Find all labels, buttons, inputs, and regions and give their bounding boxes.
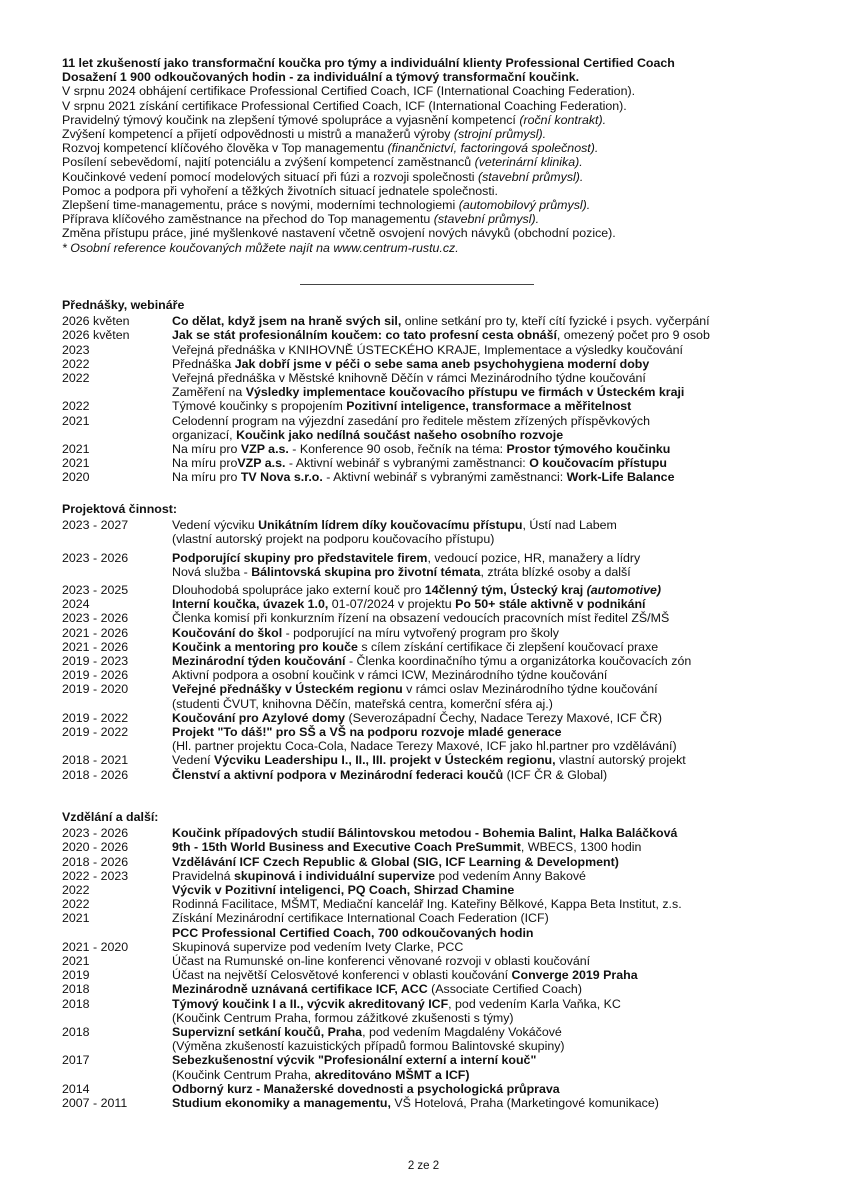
text-run: skupinová i individuální supervize (234, 868, 436, 883)
entry-row (62, 626, 837, 640)
text-run: Přednáška (172, 356, 235, 371)
intro-line (62, 127, 832, 141)
entry-date: 2019 - 2020 (62, 682, 129, 697)
entry-date: 2021 (62, 456, 90, 471)
entry-row (62, 583, 837, 597)
entry-description (172, 897, 837, 911)
entry-date: 2023 - 2026 (62, 611, 129, 626)
text-run: Veřejná přednáška v KNIHOVNĚ ÚSTECKÉHO KRAJE, Implementace a výsledky koučování (172, 342, 683, 357)
entry-date (62, 1039, 172, 1053)
text-run: Dlouhodobá spolupráce jako externí kouč pro (172, 583, 425, 598)
text-run: 01-07/2024 v projektu (328, 597, 456, 612)
entry-row (62, 399, 837, 413)
entry-row (62, 883, 837, 897)
entry-date: 2018 (62, 996, 90, 1011)
text-run: Získání Mezinárodní certifikace International Coach Federation (ICF) (172, 911, 549, 926)
entry-row (62, 456, 837, 470)
text-run: Mezinárodně uznávaná certifikace ICF, ACC (172, 982, 428, 997)
entry-row (62, 711, 837, 725)
text-run: VŠ Hotelová, Praha (Marketingové komunikace) (390, 1096, 659, 1111)
entry-date: 2022 - 2023 (62, 868, 129, 883)
entry-description (172, 518, 837, 532)
entry-description (172, 314, 837, 328)
entry-row (62, 597, 837, 611)
intro-line (62, 56, 832, 70)
entry-description (172, 414, 837, 428)
entry-row (62, 840, 837, 854)
entry-date: 2017 (62, 1053, 90, 1068)
entry-date: 2024 (62, 597, 90, 612)
entry-date: 2023 (62, 342, 90, 357)
text-run: Zaměření na (172, 385, 246, 400)
intro-line (62, 226, 832, 240)
text-run: , vedoucí pozice, HR, manažery a lídry (427, 550, 641, 565)
text-run: Supervizní setkání koučů, Praha (172, 1025, 363, 1040)
intro-summary (62, 56, 832, 255)
text-run: v rámci oslav Mezinárodního týdne koučování (402, 682, 658, 697)
entry-description (172, 954, 837, 968)
intro-line (62, 99, 832, 113)
entry-description (172, 357, 837, 371)
text-run: Aktivní podpora a osobní koučink v rámci ICW, Mezinárodního týdne koučování (172, 668, 608, 683)
text-run: VZP a.s. (240, 442, 289, 457)
entry-date: 2018 - 2026 (62, 767, 129, 782)
text-run: Pravidelný týmový koučink na zlepšení týmové spolupráce a vyjasnění kompetencí (62, 112, 520, 127)
entry-description (172, 940, 837, 954)
entry-description (172, 682, 837, 696)
entry-date: 2018 - 2021 (62, 753, 129, 768)
entry-description (172, 597, 837, 611)
text-run: Posílení sebevědomí, najití potenciálu a zvýšení kompetencí zaměstnanců (62, 155, 475, 170)
text-run: Na míru pro (172, 442, 241, 457)
text-run: (Severozápadní Čechy, Nadace Terezy Maxové, ICF ČR) (345, 710, 663, 725)
entry-description (172, 565, 837, 579)
text-run: Změna přístupu práce, jiné myšlenkové nastavení včetně osvojení nových návyků (obchodní pozice). (62, 226, 616, 241)
entry-description (172, 385, 837, 399)
entry-row (62, 371, 837, 385)
entry-row (62, 739, 837, 753)
entry-date: 2021 - 2020 (62, 939, 129, 954)
entry-date (62, 565, 172, 579)
entry-row (62, 343, 837, 357)
education-section (62, 810, 837, 1110)
text-run: Rodinná Facilitace, MŠMT, Mediační kancelář Ing. Kateřiny Bělkové, Kappa Beta Institut, z.s. (172, 897, 682, 912)
entry-date: 2022 (62, 356, 90, 371)
text-run: vlastní autorský projekt (555, 753, 686, 768)
entry-row (62, 968, 837, 982)
entry-row (62, 414, 837, 428)
text-run: Koučink případových studií Bálintovskou metodou - Bohemia Balint, Halka Baláčková (172, 826, 678, 841)
entry-row (62, 1053, 837, 1067)
entry-row (62, 911, 837, 925)
text-run: Interní koučka, úvazek 1.0, (172, 597, 329, 612)
text-run: Pomoc a podpora při vyhoření a těžkých životních situací jednatele společnosti. (62, 183, 498, 198)
entry-row (62, 611, 837, 625)
text-run: Účast na největší Celosvětové konferenci v oblasti koučování (172, 968, 512, 983)
text-run: , pod vedením Karla Vaňka, KC (448, 996, 621, 1011)
text-run: Mezinárodní týden koučování (172, 654, 346, 669)
text-run: Na míru pro (172, 456, 238, 471)
text-run: (Koučink Centrum Praha, formou zážitkové zkušenosti s týmy) (172, 1010, 514, 1025)
text-run: (strojní průmysl). (453, 127, 547, 142)
text-run: - Aktivní webinář s vybranými zaměstnanci: (322, 470, 567, 485)
entry-date: 2022 (62, 897, 90, 912)
entry-date (62, 926, 172, 940)
entry-description (172, 1068, 837, 1082)
entry-description (172, 697, 837, 711)
entry-row (62, 682, 837, 696)
entry-description (172, 1082, 837, 1096)
entry-date: 2022 (62, 399, 90, 414)
intro-line (62, 184, 832, 198)
entry-description (172, 1096, 837, 1110)
text-run: - podporující na míru vytvořený program pro školy (282, 625, 559, 640)
entry-description (172, 1039, 837, 1053)
entry-date: 2021 - 2026 (62, 639, 129, 654)
text-run: , WBECS, 1300 hodin (520, 840, 642, 855)
intro-line (62, 170, 832, 184)
entry-description (172, 869, 837, 883)
entry-description (172, 768, 837, 782)
text-run: Veřejné přednášky v Ústeckém regionu (172, 682, 403, 697)
text-run: - Aktivní webinář s vybranými zaměstnanci: (285, 456, 530, 471)
entry-date (62, 697, 172, 711)
entry-row (62, 697, 837, 711)
text-run: Po 50+ stále aktivně v podnikání (455, 597, 646, 612)
text-run: Sebezkušenostní výcvik "Profesionální externí a interní kouč" (172, 1053, 537, 1068)
text-run: pod vedením Anny Bakové (435, 868, 586, 883)
text-run: Pravidelná (172, 868, 234, 883)
intro-line (62, 113, 832, 127)
entry-row (62, 826, 837, 840)
entry-date (62, 1068, 172, 1082)
entry-date: 2023 - 2026 (62, 826, 129, 841)
entry-row (62, 1039, 837, 1053)
text-run: Vzdělávání ICF Czech Republic & Global (SIG, ICF Learning & Development) (172, 854, 619, 869)
entry-row (62, 470, 837, 484)
text-run: Skupinová supervize pod vedením Ivety Clarke, PCC (172, 939, 464, 954)
text-run: (automotive) (586, 583, 662, 598)
text-run: akreditováno MŠMT a ICF) (314, 1067, 470, 1082)
text-run: , pod vedením Magdalény Vokáčové (362, 1025, 562, 1040)
text-run: Týmové koučinky s propojením (172, 399, 347, 414)
text-run: Bálintovská skupina pro životní témata (251, 564, 481, 579)
text-run: (studenti ČVUT, knihovna Děčín, mateřská centra, komerční sféra aj.) (172, 696, 553, 711)
entry-date (62, 739, 172, 753)
entry-date: 2023 - 2026 (62, 550, 129, 565)
text-run: Jak dobří jsme v péči o sebe sama aneb psychohygiena moderní doby (234, 356, 650, 371)
text-run: Členství a aktivní podpora v Mezinárodní federaci koučů (172, 767, 504, 782)
text-run: (automobilový průmysl). (458, 198, 591, 213)
entry-description (172, 456, 837, 470)
text-run: , omezený počet pro 9 osob (556, 328, 710, 343)
entry-date: 2019 (62, 968, 90, 983)
entry-row (62, 428, 837, 442)
text-run: organizací, (172, 427, 237, 442)
text-run: (ICF ČR & Global) (503, 767, 608, 782)
entry-row (62, 768, 837, 782)
section-title: Projektová činnost: (62, 502, 177, 516)
text-run: (Koučink Centrum Praha, (172, 1067, 315, 1082)
entry-row (62, 753, 837, 767)
entry-description (172, 399, 837, 413)
entry-date: 2019 - 2026 (62, 668, 129, 683)
text-run: Výsledky implementace koučovacího přístupu ve firmách v Ústeckém kraji (245, 385, 685, 400)
entry-description (172, 328, 837, 342)
entry-description (172, 855, 837, 869)
text-run: Členka komisí při konkurzním řízení na obsazení vedoucích pracovních míst ředitel ZŠ/MŠ (172, 611, 670, 626)
text-run: Účast na Rumunské on-line konferenci věnované rozvoji v oblasti koučování (172, 954, 591, 969)
entry-date: 2018 (62, 1025, 90, 1040)
entry-row (62, 1082, 837, 1096)
entry-date: 2018 - 2026 (62, 854, 129, 869)
entry-description (172, 711, 837, 725)
entry-description (172, 911, 837, 925)
text-run: Příprava klíčového zaměstnance na přechod do Top managementu (62, 212, 434, 227)
projects-section (62, 502, 837, 782)
entry-row (62, 551, 837, 565)
entry-description (172, 654, 837, 668)
entry-description (172, 1011, 837, 1025)
entry-date: 2019 - 2022 (62, 725, 129, 740)
text-run: Koučink a mentoring pro kouče (172, 639, 358, 654)
text-run: Zlepšení time-managementu, práce s novými, moderními technologiemi (62, 198, 459, 213)
entry-row (62, 640, 837, 654)
text-run: 9th - 15th World Business and Executive Coach PreSummit (172, 840, 521, 855)
entry-description (172, 826, 837, 840)
text-run: Výcvik v Pozitivní inteligenci, PQ Coach, Shirzad Chamine (172, 883, 515, 898)
text-run: Work-Life Balance (566, 470, 675, 485)
entry-description (172, 470, 837, 484)
entry-row (62, 940, 837, 954)
text-run: Projekt "To dáš!" pro SŠ a VŠ na podporu rozvoje mladé generace (172, 725, 562, 740)
entry-row (62, 869, 837, 883)
text-run: (vlastní autorský projekt na podporu koučovacího přístupu) (172, 532, 495, 547)
entry-row (62, 1025, 837, 1039)
intro-line (62, 241, 832, 255)
entry-row (62, 1011, 837, 1025)
entry-description (172, 739, 837, 753)
entry-row (62, 565, 837, 579)
entry-row (62, 926, 837, 940)
text-run: , ztráta blízké osoby a další (480, 564, 631, 579)
entry-row (62, 357, 837, 371)
entry-date: 2021 (62, 911, 90, 926)
entry-row (62, 855, 837, 869)
text-run: Pozitivní inteligence, transformace a měřitelnost (346, 399, 632, 414)
section-title: Vzdělání a další: (62, 810, 159, 824)
text-run: Odborný kurz - Manažerské dovednosti a psychologická průprava (172, 1081, 560, 1096)
text-run: Podporující skupiny pro představitele firem (172, 550, 428, 565)
entry-date: 2023 - 2027 (62, 518, 129, 533)
entry-description (172, 371, 837, 385)
text-run: PCC Professional Certified Coach, 700 odkoučovaných hodin (172, 925, 534, 940)
text-run: V srpnu 2021 získání certifikace Professional Certified Coach, ICF (International Coaching Federation). (62, 98, 627, 113)
text-run: (finančnictví, factoringová společnost). (387, 141, 599, 156)
entry-row (62, 442, 837, 456)
text-run: online setkání pro ty, kteří cítí fyzické i psych. vyčerpání (401, 314, 710, 329)
entry-row (62, 668, 837, 682)
text-run: VZP a.s. (237, 456, 286, 471)
text-run: Koučink jako nedílná součást našeho osobního rozvoje (236, 427, 564, 442)
entry-row (62, 954, 837, 968)
text-run: Nová služba - (172, 564, 252, 579)
text-run: (stavební průmysl). (477, 169, 584, 184)
entry-row (62, 1096, 837, 1110)
text-run: , Ústí nad Labem (522, 518, 617, 533)
text-run: Na míru pro (172, 470, 241, 485)
intro-line (62, 84, 832, 98)
entry-description (172, 640, 837, 654)
text-run: Koučinkové vedení pomocí modelových situací při fúzi a rozvoji společnosti (62, 169, 478, 184)
text-run: (Hl. partner projektu Coca-Cola, Nadace Terezy Maxové, ICF jako hl.partner pro vzdělávání) (172, 739, 677, 754)
entry-date: 2021 (62, 442, 90, 457)
entry-date: 2018 (62, 982, 90, 997)
entry-date: 2021 - 2026 (62, 625, 129, 640)
text-run: Converge 2019 Praha (511, 968, 638, 983)
entry-row (62, 385, 837, 399)
text-run: Unikátním lídrem díky koučovacímu přístupu (258, 518, 523, 533)
entry-date: 2020 - 2026 (62, 840, 129, 855)
entry-description (172, 753, 837, 767)
text-run: (veterinární klinika). (474, 155, 583, 170)
entry-date: 2014 (62, 1081, 90, 1096)
text-run: TV Nova s.r.o. (240, 470, 323, 485)
entry-date: 2019 - 2023 (62, 654, 129, 669)
entry-description (172, 583, 837, 597)
entry-date (62, 428, 172, 442)
entry-description (172, 997, 837, 1011)
entry-date (62, 385, 172, 399)
text-run: Celodenní program na výjezdní zasedání pro ředitele městem zřízených příspěvkových (172, 413, 650, 428)
entry-date: 2020 (62, 470, 90, 485)
entry-description (172, 626, 837, 640)
text-run: Rozvoj kompetencí klíčového člověka v Top managementu (62, 141, 388, 156)
entry-row (62, 897, 837, 911)
entry-description (172, 668, 837, 682)
text-run: - Konference 90 osob, řečník na téma: (288, 442, 507, 457)
text-run: Výcviku Leadershipu I., II., III. projekt v Ústeckém regionu, (214, 753, 556, 768)
entry-description (172, 343, 837, 357)
entry-date: 2019 - 2022 (62, 710, 129, 725)
entry-description (172, 532, 837, 546)
entry-row (62, 654, 837, 668)
text-run: 14členný tým, Ústecký kraj (424, 583, 587, 598)
entry-date: 2026 květen (62, 328, 130, 343)
text-run: Prostor týmového koučinku (506, 442, 671, 457)
text-run: Koučování do škol (172, 625, 283, 640)
entry-description (172, 1053, 837, 1067)
text-run: - Členka koordinačního týmu a organizátorka koučovacích zón (345, 654, 692, 669)
entry-description (172, 611, 837, 625)
text-run: Vedení výcviku (172, 518, 259, 533)
text-run: O koučovacím přístupu (529, 456, 667, 471)
entry-description (172, 883, 837, 897)
text-run: Týmový koučink I a II., výcvik akreditovaný ICF (172, 996, 449, 1011)
text-run: * Osobní reference koučovaných můžete najít na www.centrum-rustu.cz. (62, 240, 459, 255)
entry-date (62, 1011, 172, 1025)
text-run: Dosažení 1 900 odkoučovaných hodin - za individuální a týmový transformační koučink. (62, 70, 580, 85)
entry-date: 2026 květen (62, 314, 130, 329)
intro-line (62, 70, 832, 84)
intro-line (62, 212, 832, 226)
entry-row (62, 518, 837, 532)
entry-description (172, 1025, 837, 1039)
lectures-section (62, 298, 837, 485)
entry-description (172, 442, 837, 456)
text-run: 11 let zkušeností jako transformační koučka pro týmy a individuální klienty Professional Certified Coach (62, 56, 675, 70)
intro-line (62, 155, 832, 169)
entry-row (62, 314, 837, 328)
entry-row (62, 982, 837, 996)
text-run: Zvýšení kompetencí a přijetí odpovědnosti u mistrů a manažerů výroby (62, 127, 454, 142)
text-run: Co dělat, když jsem na hraně svých sil, (172, 314, 402, 329)
entry-description (172, 968, 837, 982)
text-run: Studium ekonomiky a managementu, (172, 1096, 391, 1111)
text-run: (Výměna zkušeností kazuistických případů formou Balintovské skupiny) (172, 1039, 565, 1054)
entry-row (62, 532, 837, 546)
entry-date: 2023 - 2025 (62, 583, 129, 598)
entry-row (62, 1068, 837, 1082)
text-run: V srpnu 2024 obhájení certifikace Professional Certified Coach, ICF (International Coaching Federation). (62, 84, 636, 99)
page-number: 2 ze 2 (407, 1160, 440, 1172)
divider-line (300, 284, 534, 285)
entry-description (172, 926, 837, 940)
text-run: (stavební průmysl). (433, 212, 540, 227)
entry-row (62, 997, 837, 1011)
text-run: Veřejná přednáška v Městské knihovně Děčín v rámci Mezinárodního týdne koučování (172, 371, 646, 386)
text-run: Koučování pro Azylové domy (172, 710, 346, 725)
entry-date: 2022 (62, 371, 90, 386)
intro-line (62, 141, 832, 155)
entry-date: 2022 (62, 883, 90, 898)
entry-description (172, 551, 837, 565)
text-run: (roční kontrakt). (519, 112, 607, 127)
intro-line (62, 198, 832, 212)
entry-date (62, 532, 172, 546)
text-run: Vedení (172, 753, 215, 768)
text-run: Jak se stát profesionálním koučem: co tato profesní cesta obnáší (172, 328, 557, 343)
entry-description (172, 840, 837, 854)
section-title: Přednášky, webináře (62, 298, 185, 312)
entry-date: 2021 (62, 413, 90, 428)
entry-date: 2007 - 2011 (62, 1096, 128, 1111)
entry-description (172, 428, 837, 442)
entry-description (172, 982, 837, 996)
entry-description (172, 725, 837, 739)
text-run: (Associate Certified Coach) (427, 982, 582, 997)
entry-date: 2021 (62, 954, 90, 969)
entry-row (62, 725, 837, 739)
entry-row (62, 328, 837, 342)
text-run: s cílem získání certifikace či zlepšení koučovací praxe (357, 639, 659, 654)
